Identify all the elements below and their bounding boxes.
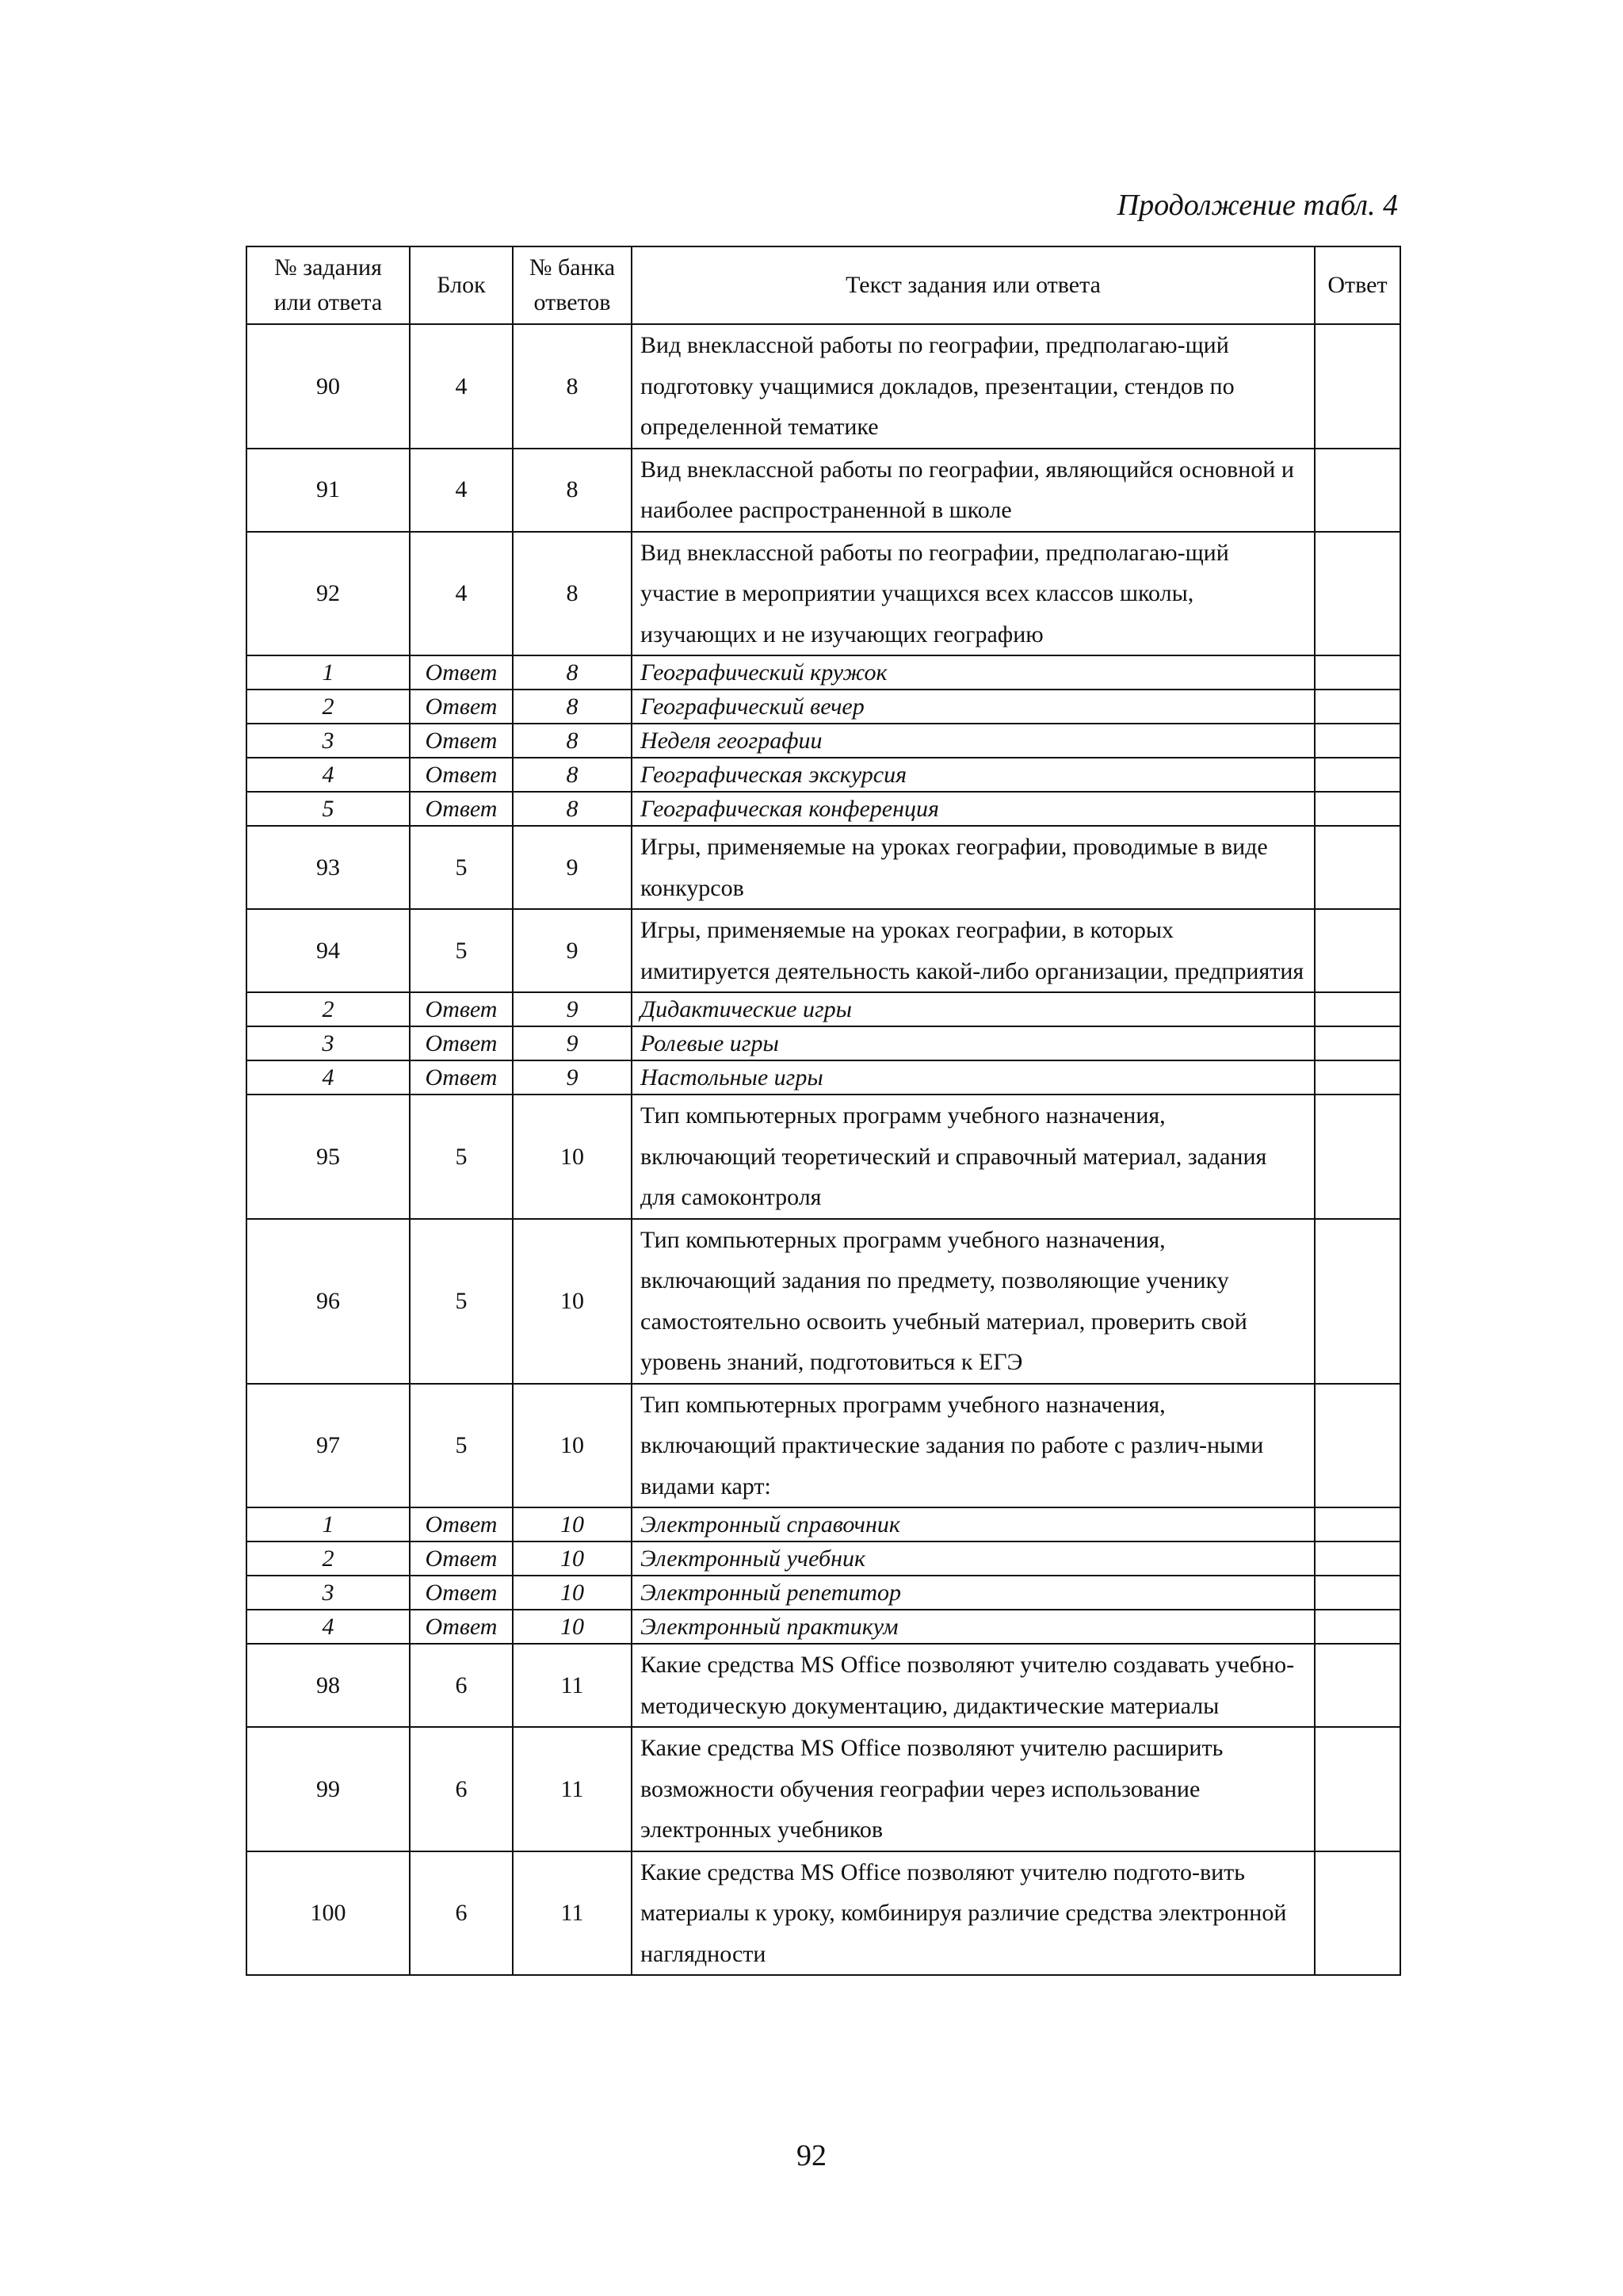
cell-task-number: 1 (246, 1507, 410, 1541)
header-text: Текст задания или ответа (632, 246, 1315, 324)
cell-text: Географическая экскурсия (632, 758, 1315, 792)
cell-task-number: 96 (246, 1219, 410, 1384)
cell-bank-number: 11 (513, 1851, 632, 1976)
cell-bank-number: 10 (513, 1576, 632, 1610)
cell-block: Ответ (410, 690, 513, 724)
cell-block: Ответ (410, 1507, 513, 1541)
cell-text: Географический кружок (632, 655, 1315, 690)
cell-text: Игры, применяемые на уроках географии, в которых имитируется деятельность какой-либо организации, предприятия (632, 909, 1315, 992)
cell-block: Ответ (410, 1576, 513, 1610)
cell-block: 5 (410, 909, 513, 992)
cell-task-number: 4 (246, 1060, 410, 1095)
cell-text: Вид внеклассной работы по географии, предполагаю-щий подготовку учащимися докладов, презентации, стендов по определенной тематике (632, 324, 1315, 449)
table-body (246, 324, 1400, 1975)
cell-answer (1315, 1727, 1400, 1851)
cell-text: Какие средства MS Office позволяют учителю расширить возможности обучения географии через использование электронных учебников (632, 1727, 1315, 1851)
table-row (246, 992, 1400, 1026)
cell-block: Ответ (410, 992, 513, 1026)
cell-task-number: 5 (246, 792, 410, 826)
table-row (246, 1541, 1400, 1576)
cell-bank-number: 10 (513, 1384, 632, 1508)
table-row (246, 324, 1400, 449)
cell-block: 6 (410, 1851, 513, 1976)
cell-text: Электронный репетитор (632, 1576, 1315, 1610)
cell-task-number: 2 (246, 1541, 410, 1576)
cell-answer (1315, 532, 1400, 656)
cell-task-number: 4 (246, 1610, 410, 1644)
cell-block: 5 (410, 1095, 513, 1219)
cell-bank-number: 11 (513, 1727, 632, 1851)
cell-text: Электронный практикум (632, 1610, 1315, 1644)
cell-task-number: 91 (246, 449, 410, 532)
table-header-row (246, 246, 1400, 324)
cell-answer (1315, 758, 1400, 792)
header-answer: Ответ (1315, 246, 1400, 324)
cell-bank-number: 9 (513, 909, 632, 992)
cell-task-number: 1 (246, 655, 410, 690)
table-row (246, 724, 1400, 758)
table-row (246, 826, 1400, 909)
cell-answer (1315, 449, 1400, 532)
cell-text: Дидактические игры (632, 992, 1315, 1026)
cell-text: Электронный справочник (632, 1507, 1315, 1541)
table-row (246, 655, 1400, 690)
cell-answer (1315, 655, 1400, 690)
cell-bank-number: 8 (513, 449, 632, 532)
cell-task-number: 100 (246, 1851, 410, 1976)
cell-task-number: 98 (246, 1644, 410, 1727)
cell-text: Неделя географии (632, 724, 1315, 758)
cell-block: Ответ (410, 724, 513, 758)
cell-block: Ответ (410, 1610, 513, 1644)
cell-task-number: 94 (246, 909, 410, 992)
cell-answer (1315, 909, 1400, 992)
table-row (246, 690, 1400, 724)
cell-answer (1315, 1576, 1400, 1610)
table-row (246, 758, 1400, 792)
cell-task-number: 95 (246, 1095, 410, 1219)
cell-answer (1315, 1610, 1400, 1644)
cell-answer (1315, 1095, 1400, 1219)
table-row (246, 1576, 1400, 1610)
header-bank-number: № банка ответов (513, 246, 632, 324)
cell-text: Вид внеклассной работы по географии, являющийся основной и наиболее распространенной в школе (632, 449, 1315, 532)
cell-answer (1315, 1851, 1400, 1976)
cell-task-number: 3 (246, 724, 410, 758)
cell-answer (1315, 1060, 1400, 1095)
table-row (246, 1507, 1400, 1541)
cell-bank-number: 10 (513, 1507, 632, 1541)
cell-text: Настольные игры (632, 1060, 1315, 1095)
header-block: Блок (410, 246, 513, 324)
header-task-number: № задания или ответа (246, 246, 410, 324)
cell-text: Тип компьютерных программ учебного назначения, включающий задания по предмету, позволяющие ученику самостоятельно освоить учебный материал, проверить свой уровень знаний, подготовиться к ЕГЭ (632, 1219, 1315, 1384)
table-row (246, 1644, 1400, 1727)
table-row (246, 1060, 1400, 1095)
cell-block: Ответ (410, 1541, 513, 1576)
cell-task-number: 2 (246, 690, 410, 724)
cell-bank-number: 9 (513, 826, 632, 909)
table-row (246, 1095, 1400, 1219)
cell-answer (1315, 792, 1400, 826)
cell-answer (1315, 724, 1400, 758)
cell-task-number: 97 (246, 1384, 410, 1508)
cell-block: 5 (410, 1219, 513, 1384)
cell-text: Какие средства MS Office позволяют учителю подгото-вить материалы к уроку, комбинируя различие средства электронной наглядности (632, 1851, 1315, 1976)
cell-task-number: 2 (246, 992, 410, 1026)
cell-block: Ответ (410, 792, 513, 826)
cell-answer (1315, 324, 1400, 449)
cell-text: Тип компьютерных программ учебного назначения, включающий теоретический и справочный материал, задания для самоконтроля (632, 1095, 1315, 1219)
cell-bank-number: 9 (513, 1026, 632, 1060)
cell-bank-number: 8 (513, 655, 632, 690)
cell-text: Ролевые игры (632, 1026, 1315, 1060)
cell-block: 4 (410, 324, 513, 449)
table-row (246, 1727, 1400, 1851)
cell-bank-number: 8 (513, 792, 632, 826)
cell-bank-number: 8 (513, 532, 632, 656)
cell-answer (1315, 992, 1400, 1026)
cell-bank-number: 10 (513, 1219, 632, 1384)
cell-bank-number: 8 (513, 690, 632, 724)
cell-block: 4 (410, 449, 513, 532)
cell-bank-number: 9 (513, 992, 632, 1026)
cell-block: 5 (410, 1384, 513, 1508)
cell-task-number: 93 (246, 826, 410, 909)
cell-bank-number: 8 (513, 758, 632, 792)
table-row (246, 532, 1400, 656)
table-row (246, 1851, 1400, 1976)
table-row (246, 1026, 1400, 1060)
table-row (246, 449, 1400, 532)
table-row (246, 909, 1400, 992)
table-caption: Продолжение табл. 4 (1117, 189, 1398, 222)
cell-answer (1315, 1644, 1400, 1727)
cell-bank-number: 9 (513, 1060, 632, 1095)
cell-text: Электронный учебник (632, 1541, 1315, 1576)
cell-bank-number: 8 (513, 724, 632, 758)
cell-text: Тип компьютерных программ учебного назначения, включающий практические задания по работе с различ-ными видами карт: (632, 1384, 1315, 1508)
tasks-table (246, 246, 1401, 1976)
cell-block: Ответ (410, 758, 513, 792)
cell-text: Географический вечер (632, 690, 1315, 724)
cell-block: 4 (410, 532, 513, 656)
cell-answer (1315, 690, 1400, 724)
table-row (246, 1610, 1400, 1644)
cell-bank-number: 10 (513, 1610, 632, 1644)
table-row (246, 1219, 1400, 1384)
cell-block: 6 (410, 1644, 513, 1727)
cell-answer (1315, 1026, 1400, 1060)
cell-answer (1315, 1507, 1400, 1541)
cell-task-number: 99 (246, 1727, 410, 1851)
cell-bank-number: 11 (513, 1644, 632, 1727)
cell-bank-number: 10 (513, 1095, 632, 1219)
cell-task-number: 3 (246, 1026, 410, 1060)
cell-task-number: 3 (246, 1576, 410, 1610)
cell-text: Какие средства MS Office позволяют учителю создавать учебно-методическую документацию, дидактические материалы (632, 1644, 1315, 1727)
cell-block: Ответ (410, 655, 513, 690)
table-row (246, 1384, 1400, 1508)
cell-bank-number: 10 (513, 1541, 632, 1576)
cell-task-number: 4 (246, 758, 410, 792)
cell-block: 5 (410, 826, 513, 909)
cell-text: Игры, применяемые на уроках географии, проводимые в виде конкурсов (632, 826, 1315, 909)
cell-task-number: 90 (246, 324, 410, 449)
cell-text: Географическая конференция (632, 792, 1315, 826)
cell-task-number: 92 (246, 532, 410, 656)
cell-bank-number: 8 (513, 324, 632, 449)
cell-block: Ответ (410, 1060, 513, 1095)
page-number: 92 (796, 2139, 827, 2172)
cell-answer (1315, 826, 1400, 909)
cell-block: 6 (410, 1727, 513, 1851)
cell-answer (1315, 1541, 1400, 1576)
cell-block: Ответ (410, 1026, 513, 1060)
table-row (246, 792, 1400, 826)
cell-text: Вид внеклассной работы по географии, предполагаю-щий участие в мероприятии учащихся всех классов школы, изучающих и не изучающих географию (632, 532, 1315, 656)
cell-answer (1315, 1219, 1400, 1384)
cell-answer (1315, 1384, 1400, 1508)
